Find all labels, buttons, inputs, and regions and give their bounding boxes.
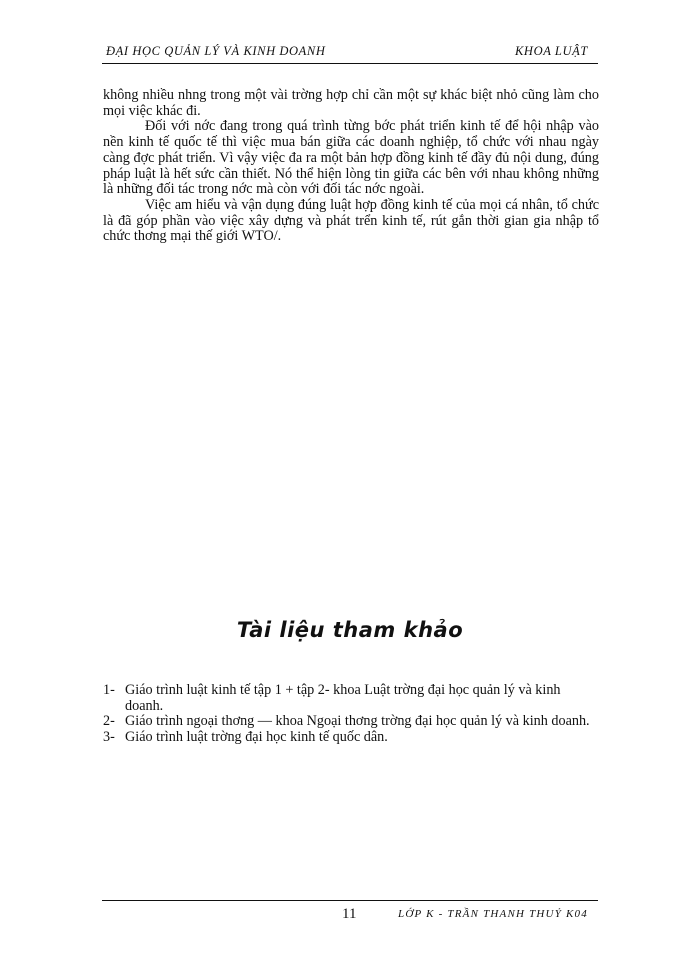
paragraph-3: Việc am hiểu và vận dụng đúng luật hợp đồng kinh tế của mọi cá nhân, tổ chức là đã góp phần vào việc xây dựng và phát trển kinh tế, rút gắn thời gian gia nhập tổ chức thơng mại thế giới WTO/.: [103, 196, 599, 245]
reference-number: 3-: [103, 729, 115, 746]
reference-item-3: [103, 730, 599, 746]
reference-item-2: [103, 714, 599, 730]
references-title: Tài liệu tham khảo: [236, 618, 464, 642]
paragraph-1: không nhiều nhng trong một vài trờng hợp chỉ cần một sự khác biệt nhỏ cũng làm cho mọi việc khác đi.: [103, 87, 599, 119]
header-faculty: KHOA LUẬT: [515, 44, 588, 58]
page-number: 11: [342, 906, 357, 922]
header-university: ĐẠI HỌC QUẢN LÝ VÀ KINH DOANH: [106, 44, 326, 58]
reference-text: Giáo trình luật trờng đại học kinh tế quốc dân.: [125, 729, 388, 746]
reference-text: Giáo trình luật kinh tế tập 1 + tập 2- khoa Luật trờng đại học quản lý và kinh doanh.: [125, 682, 561, 714]
references-list: [103, 683, 599, 746]
paragraph-2: Đối với nớc đang trong quá trình từng bớc phát triển kinh tế để hội nhập vào nền kinh tế quốc tế thì việc mua bán giữa các doanh nghiệp, tổ chức với nhau ngày càng đợc phát triển. Vì vậy việc đa ra một bản hợp đồng kinh tế đầy đủ nội dung, đúng pháp luật là hết sức cần thiết. Nó thể hiện lòng tin giữa các bên với nhau không những là những đối tác trong nớc mà còn với đối tác nớc ngoài.: [103, 118, 599, 198]
reference-number: 1-: [103, 682, 115, 698]
reference-number: 2-: [103, 713, 115, 730]
footer-divider: [102, 900, 598, 901]
reference-text: Giáo trình ngoại thơng — khoa Ngoại thơng trờng đại học quản lý và kinh doanh.: [125, 713, 590, 730]
footer-author: LỚP K - TRẦN THANH THUỶ K04: [398, 908, 588, 920]
reference-item-1: [103, 683, 599, 714]
header-divider: [102, 63, 598, 64]
body-text: [103, 88, 599, 245]
